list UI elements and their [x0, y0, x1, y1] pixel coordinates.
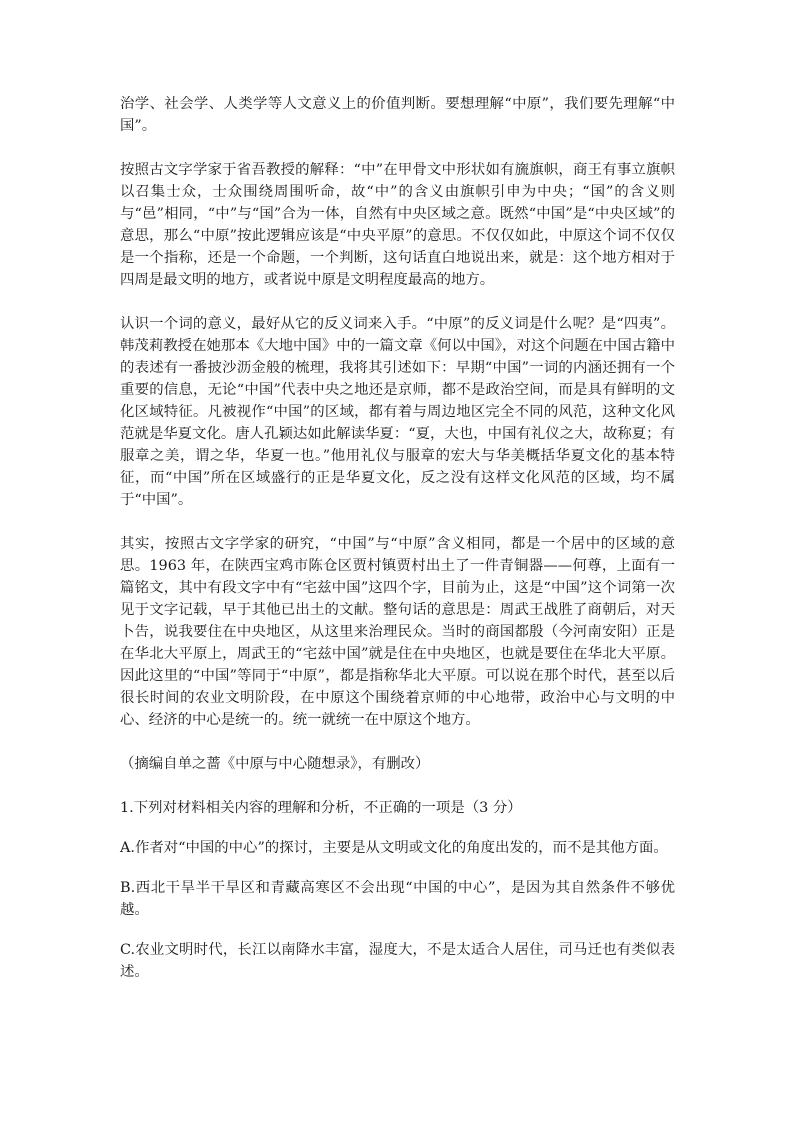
question-1: 1.下列对材料相关内容的理解和分析，不正确的一项是（3 分） — [120, 800, 522, 816]
option-a: A.作者对“中国的中心”的探讨，主要是从文明或文化的角度出发的，而不是其他方面。 — [120, 840, 668, 856]
document-body — [120, 93, 675, 1001]
paragraph-3: 认识一个词的意义，最好从它的反义词来入手。“中原”的反义词是什么呢？是“四夷”。韩茂莉教授在她那本《大地中国》中的一篇文章《何以中国》，对这个问题在中国古籍中的表述有一番披沙沥金般的梳理，我将其引述如下：早期“中国”一词的内涵还拥有一个重要的信息，无论“中国”代表中央之地还是京师，都不是政治空间，而是具有鲜明的文化区域特征。凡被视作“中国”的区域，都有着与周边地区完全不同的风范，这种文化风范就是华夏文化。唐人孔颖达如此解读华夏：“夏，大也，中国有礼仪之大，故称夏；有服章之美，谓之华，华夏一也。”他用礼仪与服章的宏大与华美概括华夏文化的基本特征，而“中国”所在区域盛行的正是华夏文化，反之没有这样文化风范的区域，均不属于“中国”。 — [120, 316, 675, 508]
source-citation: （摘编自单之蔷《中原与中心随想录》，有删改） — [120, 756, 430, 772]
option-c: C.农业文明时代，长江以南降水丰富，湿度大，不是太适合人居住，司马迁也有类似表述。 — [120, 942, 675, 980]
paragraph-1: 治学、社会学、人类学等人文意义上的价值判断。要想理解“中原”，我们要先理解“中国”。 — [120, 96, 675, 134]
paragraph-2: 按照古文字学家于省吾教授的解释：“中”在甲骨文中形状如有旒旗帜，商王有事立旗帜以召集士众，士众围绕周围听命，故“中”的含义由旗帜引申为中央；“国”的含义则与“邑”相同，“中”与“国”合为一体，自然有中央区域之意。既然“中国”是“中央区域”的意思，那么“中原”按此逻辑应该是“中央平原”的意思。不仅仅如此，中原这个词不仅仅是一个指称，还是一个命题，一个判断，这句话直白地说出来，就是：这个地方相对于四周是最文明的地方，或者说中原是文明程度最高的地方。 — [120, 162, 675, 288]
option-b: B.西北干旱半干旱区和青藏高寒区不会出现“中国的中心”，是因为其自然条件不够优越。 — [120, 880, 675, 918]
paragraph-4: 其实，按照古文字学家的研究，“中国”与“中原”含义相同，都是一个居中的区域的意思。1963 年，在陕西宝鸡市陈仓区贾村镇贾村出土了一件青铜器——何尊，上面有一篇铭文，其中有段文字中有“宅兹中国”这四个字，目前为止，这是“中国”这个词第一次见于文字记载，早于其他已出土的文献。整句话的意思是：周武王战胜了商朝后，对天卜告，说我要住在中央地区，从这里来治理民众。当时的商国都殷（今河南安阳）正是在华北大平原上，周武王的“宅兹中国”就是住在中央地区，也就是要住在华北大平原。因此这里的“中国”等同于“中原”，都是指称华北大平原。可以说在那个时代，甚至以后很长时间的农业文明阶段，在中原这个围绕着京师的中心地带，政治中心与文明的中心、经济的中心是统一的。统一就统一在中原这个地方。 — [120, 536, 675, 728]
